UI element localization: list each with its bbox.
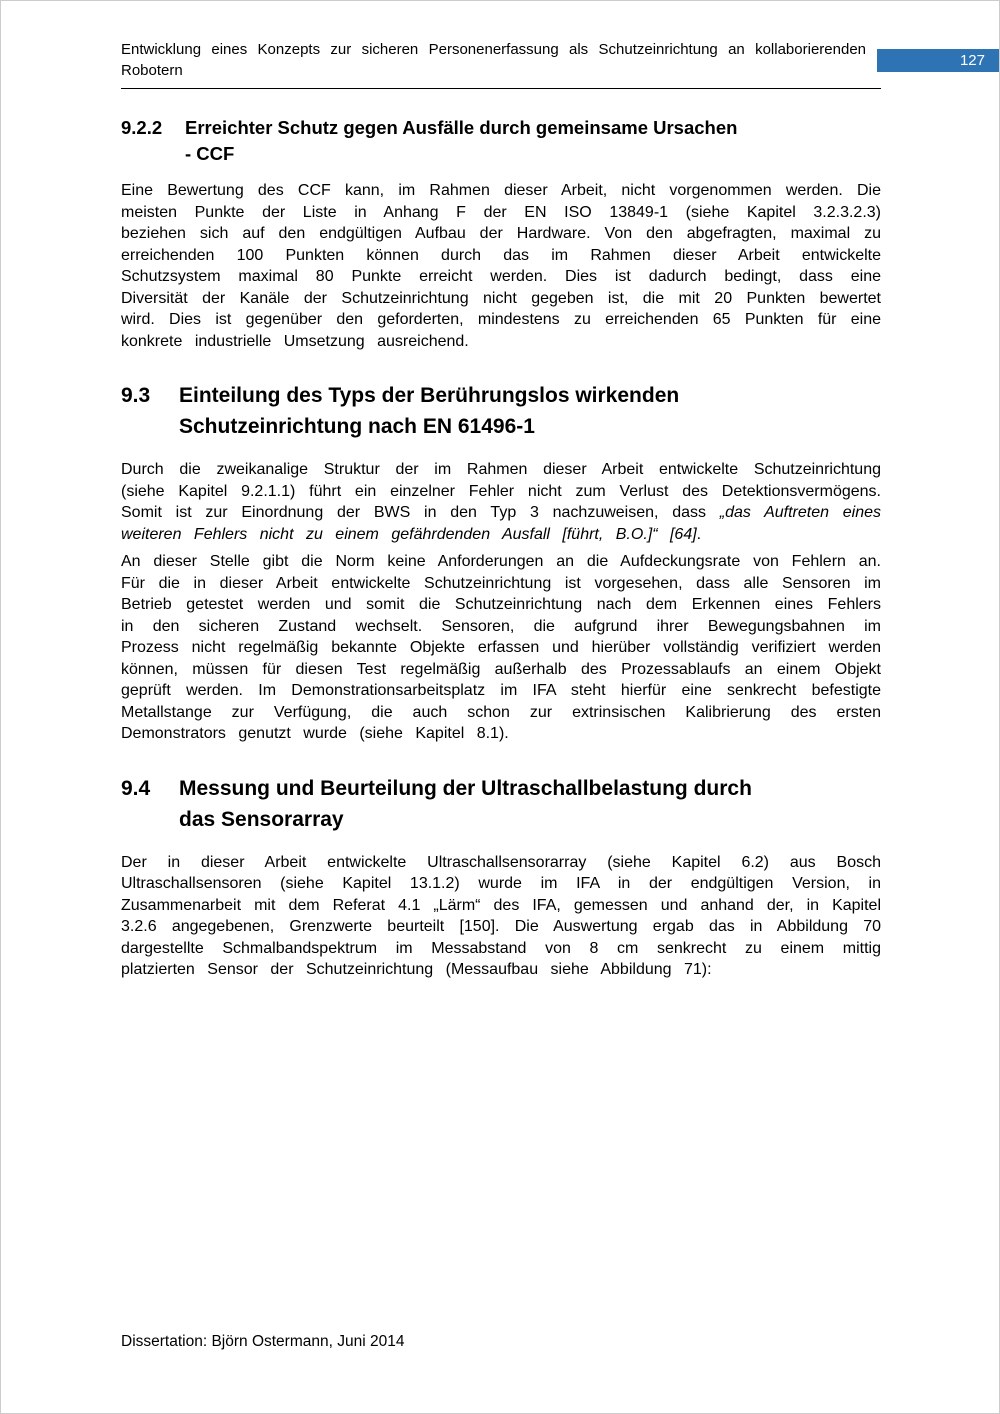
section-9-4	[121, 773, 879, 981]
paragraph-text: Durch die zweikanalige Struktur der im Rahmen dieser Arbeit entwickelte Schutzeinrichtung (siehe Kapitel 9.2.1.1) führt ein einzelner Fehler nicht zum Verlust des Detektionsvermögens. Somit ist zur Einordnung der BWS in den Typ 3 nachzuweisen, dass	[121, 461, 881, 521]
section-title: Einteilung des Typs der Berührungslos wirkenden Schutzeinrichtung nach EN 61496-1	[179, 384, 680, 438]
paragraph: Der in dieser Arbeit entwickelte Ultraschallsensorarray (siehe Kapitel 6.2) aus Bosch Ultraschallsensoren (siehe Kapitel 13.1.2) wurde im IFA in der endgültigen Version, in Zusammenarbeit mit dem Referat 4.1 „Lärm“ des IFA, gemessen und anhand der, in Kapitel 3.2.6 angegebenen, Grenzwerte beurteilt [150]. Die Auswertung ergab das in Abbildung 70 dargestellte Schmalbandspektrum im Messabstand von 8 cm senkrecht zu einem mittig platzierten Sensor der Schutzeinrichtung (Messaufbau siehe Abbildung 71):	[121, 853, 881, 978]
quoted-citation: „das Auftreten eines weiteren Fehlers nicht zu einem gefährdenden Ausfall [führt, B.O.]“ [64]	[121, 504, 881, 543]
footer-text: Dissertation: Björn Ostermann, Juni 2014	[121, 1333, 405, 1350]
section-heading	[121, 380, 879, 442]
section-number: 9.2.2	[121, 117, 163, 138]
paragraph	[121, 459, 881, 545]
section-heading	[121, 115, 879, 167]
page-number: 127	[959, 52, 985, 69]
page-footer	[121, 1333, 404, 1351]
paragraph: An dieser Stelle gibt die Norm keine Anforderungen an die Aufdeckungsrate von Fehlern an. Für die in dieser Arbeit entwickelte Schutzeinrichtung ist vorgesehen, dass alle Sensoren im Betrieb getestet werden und somit die Schutzeinrichtung nach dem Erkennen eines Fehlers in den sicheren Zustand wechselt. Sensoren, die aufgrund ihrer Bewegungsbahnen im Prozess nicht regelmäßig bekannte Objekte erfassen und hierüber vollständig verifiziert werden können, müssen für diesen Test regelmäßig außerhalb des Prozessablaufs an einem Objekt geprüft werden. Im Demonstrationsarbeitsplatz im IFA steht hierfür eine senkrecht befestigte Metallstange zur Verfügung, die auch schon zur extrinsischen Kalibrierung des ersten Demonstrators genutzt wurde (siehe Kapitel 8.1).	[121, 553, 881, 742]
paragraph-text: .	[696, 525, 702, 543]
section-title: Messung und Beurteilung der Ultraschallbelastung durch das Sensorarray	[179, 776, 752, 831]
header-rule	[121, 88, 881, 89]
page-number-box	[877, 49, 999, 72]
header-title: Entwicklung eines Konzepts zur sicheren Personenerfassung als Schutzeinrichtung an kollaborierenden Robotern	[121, 41, 866, 79]
page-content	[1, 1, 999, 981]
paragraph: Eine Bewertung des CCF kann, im Rahmen dieser Arbeit, nicht vorgenommen werden. Die meisten Punkte der Liste in Anhang F der EN ISO 13849-1 (siehe Kapitel 3.2.3.2.3) beziehen sich auf den endgültigen Aufbau der Hardware. Von den abgefragten, maximal zu erreichenden 100 Punkten können durch das im Rahmen dieser Arbeit entwickelte Schutzsystem maximal 80 Punkte erreicht werden. Dies ist dadurch bedingt, dass eine Diversität der Kanäle der Schutzeinrichtung nicht gegeben ist, die mit 20 Punkten bewertet wird. Dies ist gegenüber den geforderten, mindestens zu erreichenden 65 Punkten für eine konkrete industrielle Umsetzung ausreichend.	[121, 182, 881, 350]
section-9-3	[121, 380, 879, 745]
section-number: 9.4	[121, 776, 151, 800]
section-number: 9.3	[121, 384, 151, 407]
section-9-2-2	[121, 115, 879, 352]
page-header	[121, 39, 879, 89]
section-title: Erreichter Schutz gegen Ausfälle durch gemeinsame Ursachen - CCF	[185, 117, 738, 164]
section-heading	[121, 773, 879, 835]
